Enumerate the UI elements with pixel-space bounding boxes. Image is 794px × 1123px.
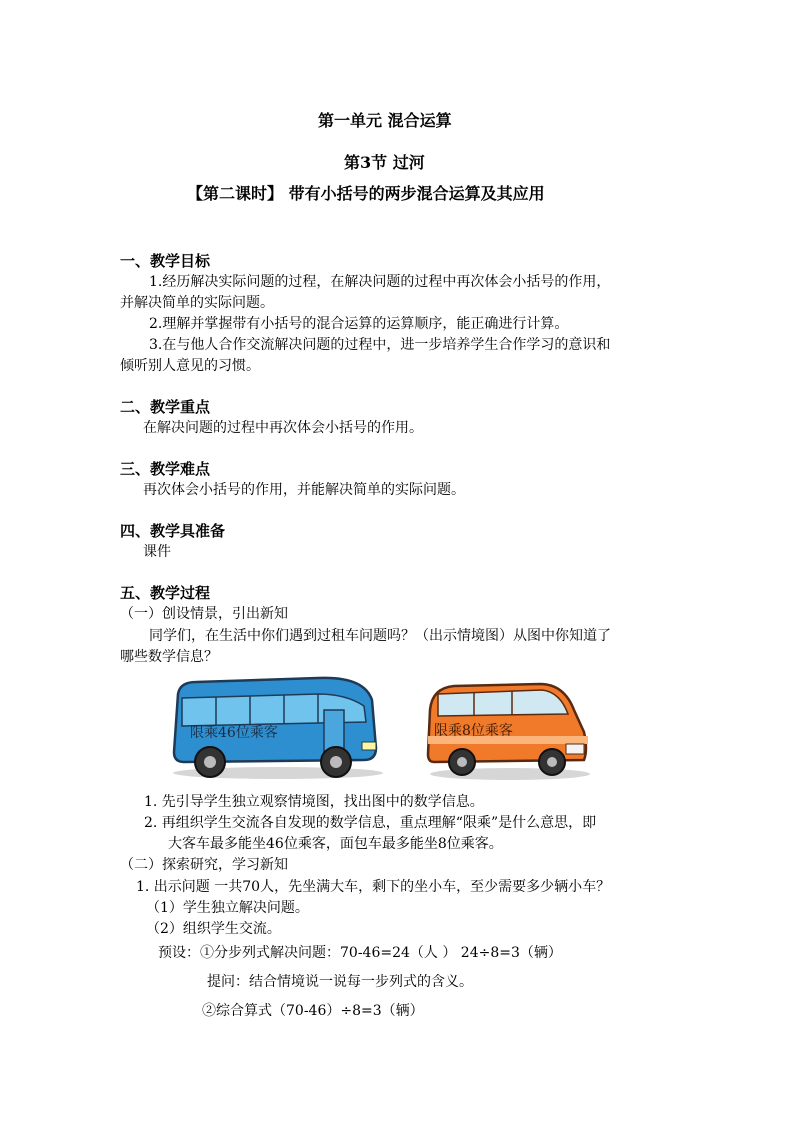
part2-heading: （二）探索研究，学习新知: [120, 857, 288, 873]
objective-1-line2: 并解决简单的实际问题。: [120, 295, 274, 311]
objective-3-line1: 3.在与他人合作交流解决问题的过程中，进一步培养学生合作学习的意识和: [149, 337, 611, 353]
bus-headlight: [362, 742, 376, 750]
intro-line2: 哪些数学信息？: [120, 649, 218, 665]
question-1-sub2: （2）组织学生交流。: [146, 921, 281, 937]
intro-line1: 同学们，在生活中你们遇到过租车问题吗？（出示情境图）从图中你知道了: [149, 628, 611, 644]
process-heading: 五、教学过程: [120, 584, 211, 602]
difficulties-heading: 三、教学难点: [120, 460, 211, 478]
question-1-sub1: （1）学生独立解决问题。: [146, 900, 309, 916]
objective-3-line2: 倾听别人意见的习惯。: [120, 358, 260, 374]
preset-line: 预设：①分步列式解决问题：70-46=24（人 ） 24÷8=3（辆）: [158, 945, 562, 961]
section-title: 第3节 过河: [344, 153, 425, 172]
difficulties-text: 再次体会小括号的作用，并能解决简单的实际问题。: [143, 482, 465, 498]
step-2-line1: 2. 再组织学生交流各自发现的数学信息，重点理解“限乘”是什么意思，即: [144, 815, 597, 831]
materials-heading: 四、教学具准备: [120, 522, 226, 540]
objective-2: 2.理解并掌握带有小括号的混合运算的运算顺序，能正确进行计算。: [149, 316, 569, 332]
key-points-text: 在解决问题的过程中再次体会小括号的作用。: [143, 420, 423, 436]
materials-text: 课件: [143, 544, 171, 560]
combined-formula: ②综合算式（70-46）÷8=3（辆）: [202, 1003, 424, 1019]
step-1: 1. 先引导学生独立观察情境图，找出图中的数学信息。: [144, 794, 484, 810]
step-2-line2: 大客车最多能坐46位乘客，面包车最多能坐8位乘客。: [168, 836, 503, 852]
van-grille: [566, 744, 584, 754]
objective-1-line1: 1.经历解决实际问题的过程，在解决问题的过程中再次体会小括号的作用，: [149, 274, 611, 290]
lesson-title: 【第二课时】 带有小括号的两步混合运算及其应用: [187, 184, 545, 203]
ask-line: 提问：结合情境说一说每一步列式的含义。: [207, 974, 473, 990]
key-points-heading: 二、教学重点: [120, 398, 211, 416]
van-label: 限乘8位乘客: [434, 723, 513, 739]
bus-label: 限乘46位乘客: [190, 725, 278, 741]
objectives-heading: 一、教学目标: [120, 252, 211, 270]
unit-title: 第一单元 混合运算: [318, 111, 452, 130]
part1-heading: （一）创设情景，引出新知: [120, 606, 288, 622]
question-1: 1. 出示问题 一共70人，先坐满大车，剩下的坐小车，至少需要多少辆小车？: [136, 879, 611, 895]
van-windows: [438, 690, 568, 716]
